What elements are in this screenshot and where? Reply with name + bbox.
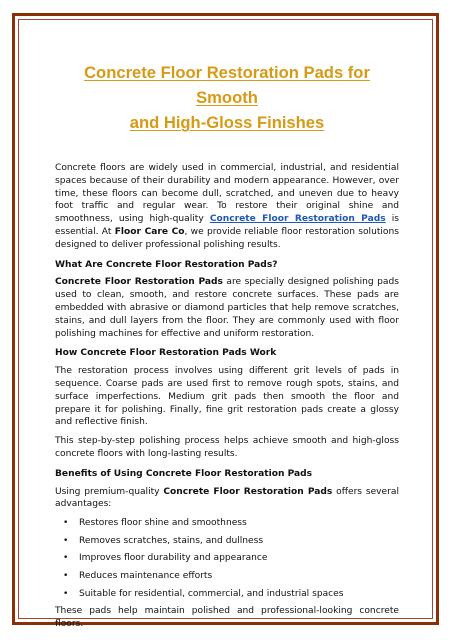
bullet-icon: • [63, 535, 69, 546]
intro-text-1: Concrete floors are widely used in commercial, industrial, and residential spaces because of their durability and modern appearance. However, over time, these floors can become dull, scratched, and uneven due to heavy foot traffic and regular wear. To restore their original shine and smoothness, using high-quality [55, 163, 399, 225]
section-what-are-text: are specially designed polishing pads used to clean, smooth, and restore concrete surfaces. These pads are embedded with abrasive or diamond particles that help remove scratches, stains, and dull layers from the floor. They are commonly used with floor polishing machines for effective and uniform restoration. [55, 277, 399, 339]
list-item [63, 552, 399, 565]
section-benefits-text-1: Using premium-quality [55, 486, 164, 497]
section-benefits-text-2: offers several advantages: [55, 486, 399, 510]
document-title-line-2: and High-Gloss Finishes [129, 113, 325, 132]
document-title [55, 60, 399, 135]
concrete-floor-restoration-pads-link[interactable]: Concrete Floor Restoration Pads [209, 214, 386, 225]
document-body [55, 60, 399, 631]
section-benefits-intro [55, 486, 399, 512]
bullet-icon: • [63, 553, 69, 564]
section-heading-what-are: What Are Concrete Floor Restoration Pads? [55, 259, 278, 270]
section-what-are-paragraph [55, 276, 399, 340]
bullet-icon: • [63, 518, 69, 529]
section-benefits-bold: Concrete Floor Restoration Pads [163, 486, 333, 497]
section-how-work-paragraph-2: This step-by-step polishing process helps achieve smooth and high-gloss concrete floors with long-lasting results. [55, 436, 399, 459]
intro-paragraph [55, 162, 399, 252]
bullet-icon: • [63, 588, 69, 599]
list-item [63, 570, 399, 583]
list-item-text: Removes scratches, stains, and dullness [79, 535, 264, 546]
list-item-text: Restores floor shine and smoothness [79, 518, 247, 529]
list-item [63, 517, 399, 530]
section-heading-benefits: Benefits of Using Concrete Floor Restoration Pads [55, 468, 313, 479]
list-item-text: Reduces maintenance efforts [79, 570, 213, 581]
section-how-work-paragraph-1: The restoration process involves using different grit levels of pads in sequence. Coarse pads are used first to remove rough spots, stains, and surface imperfections. Medium grit pads then smooth the floor and prepare it for polishing. Finally, fine grit restoration pads create a glossy and reflective finish. [55, 366, 399, 428]
list-item [63, 535, 399, 548]
list-item-text: Suitable for residential, commercial, and industrial spaces [79, 588, 344, 599]
bullet-icon: • [63, 570, 69, 581]
list-item [63, 588, 399, 601]
list-item-text: Improves floor durability and appearance [79, 553, 268, 564]
section-what-are-bold: Concrete Floor Restoration Pads [55, 277, 223, 288]
company-name: Floor Care Co [114, 226, 185, 237]
intro-text-2: is essential. At [55, 214, 399, 237]
closing-paragraph: These pads help maintain polished and professional-looking concrete floors. [55, 606, 399, 629]
intro-text-3: , we provide reliable floor restoration solutions designed to deliver professional polishing results. [55, 226, 399, 250]
section-heading-how-work: How Concrete Floor Restoration Pads Work [55, 348, 277, 359]
document-title-line-1: Concrete Floor Restoration Pads for Smooth [84, 63, 370, 107]
benefits-list [55, 517, 399, 600]
